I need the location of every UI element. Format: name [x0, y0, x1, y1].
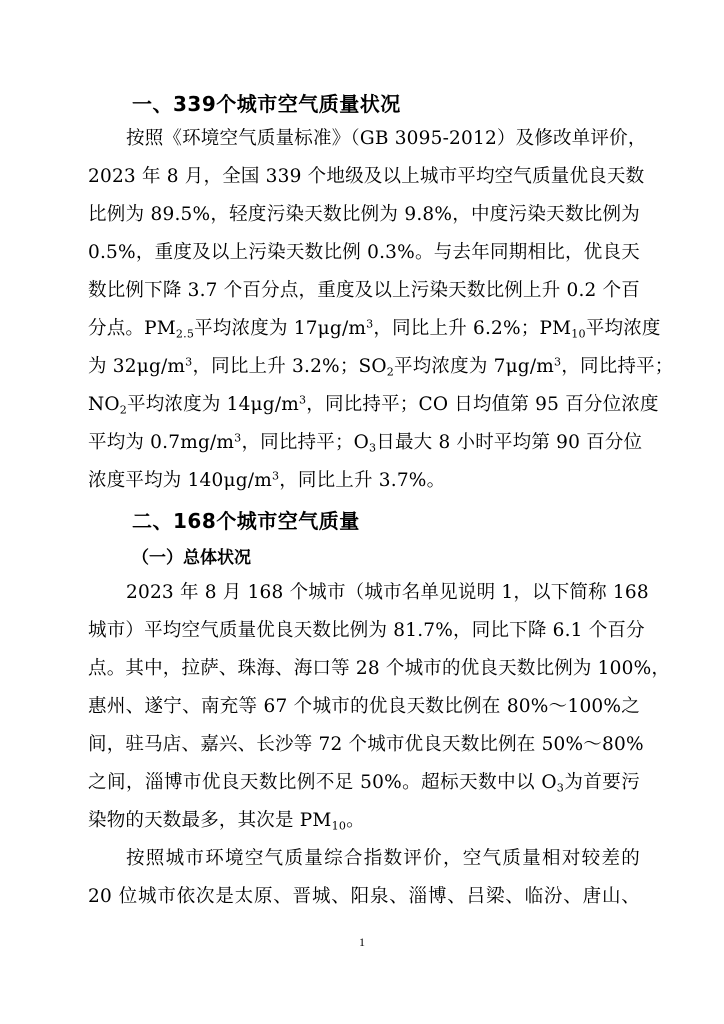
section2-line-4: 惠州、遂宁、南充等 67 个城市的优良天数比例在 80%～100%之 — [88, 696, 640, 717]
section2-heading: 二、168个城市空气质量 — [132, 509, 360, 533]
section2-para2-line-1: 按照城市环境空气质量综合指数评价，空气质量相对较差的 — [126, 848, 640, 869]
section2-line-7: 染物的天数最多，其次是 $PM_{10}$。 — [88, 810, 365, 833]
section1-line-4: 0.5%，重度及以上污染天数比例 0.3%。与去年同期相比，优良天 — [88, 242, 640, 263]
section1-line-1: 按照《环境空气质量标准》（GB 3095-2012）及修改单评价， — [126, 128, 647, 149]
section1-line-7: 为 $32\mu g/m^3$，同比上升 3.2%；$SO_2$平均浓度为 $7\mu g/m^3$，同比持平； — [88, 355, 674, 379]
section1-line-5: 数比例下降 3.7 个百分点，重度及以上污染天数比例上升 0.2 个百 — [88, 280, 640, 301]
section2-para2-line-2: 20 位城市依次是太原、晋城、阳泉、淄博、吕梁、临汾、唐山、 — [88, 886, 640, 907]
section2-line-2: 城市）平均空气质量优良天数比例为 81.7%，同比下降 6.1 个百分 — [88, 620, 645, 641]
section1-line-6: 分点。$PM_{2.5}$平均浓度为 $17\mu g/m^3$，同比上升 6.2%；$PM_{10}$平均浓度 — [88, 317, 661, 341]
section1-heading: 一、339个城市空气质量状况 — [132, 92, 401, 116]
section2-line-1: 2023 年 8 月 168 个城市（城市名单见说明 1，以下简称 168 — [126, 582, 649, 603]
section2-subheading: （一）总体状况 — [132, 548, 251, 568]
section2-line-5: 间，驻马店、嘉兴、长沙等 72 个城市优良天数比例在 50%～80% — [88, 734, 644, 755]
section1-line-2: 2023 年 8 月，全国 339 个地级及以上城市平均空气质量优良天数 — [88, 166, 645, 187]
section2-line-6: 之间，淄博市优良天数比例不足 50%。超标天数中以 $O_3$为首要污 — [88, 772, 640, 795]
section1-line-10: 浓度平均为 $140\mu g/m^3$，同比上升 3.7%。 — [88, 469, 446, 491]
section1-line-9: 平均为 $0.7mg/m^3$，同比持平；$O_3$日最大 8 小时平均第 90 百分位 — [88, 431, 643, 455]
section1-line-8: $NO_2$平均浓度为 $14\mu g/m^3$，同比持平；CO 日均值第 95 百分位浓度 — [88, 393, 659, 417]
section1-line-3: 比例为 89.5%，轻度污染天数比例为 9.8%，中度污染天数比例为 — [88, 204, 640, 225]
page-number: 1 — [359, 935, 365, 949]
section2-line-3: 点。其中，拉萨、珠海、海口等 28 个城市的优良天数比例为 100%， — [88, 658, 671, 679]
